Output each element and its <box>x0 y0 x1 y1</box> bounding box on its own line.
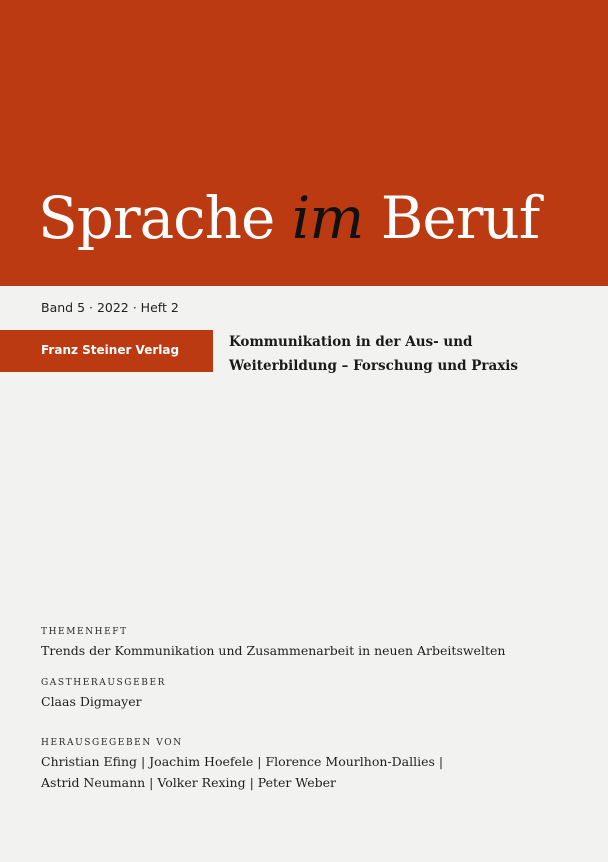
issue-title-line-1: Kommunikation in der Aus- und <box>229 334 473 350</box>
guest-editor-section <box>41 678 581 712</box>
journal-title-beruf: Beruf <box>363 184 540 252</box>
journal-title-sprache: Sprache <box>38 184 292 252</box>
editors-label: HERAUSGEGEBEN VON <box>41 738 183 748</box>
publisher-band <box>0 330 213 372</box>
editors-line-2: Astrid Neumann | Volker Rexing | Peter Weber <box>41 775 336 790</box>
editors-line-1: Christian Efing | Joachim Hoefele | Florence Mourlhon-Dallies | <box>41 754 444 769</box>
journal-title-im: im <box>291 184 364 252</box>
volume-issue-line: Band 5 · 2022 · Heft 2 <box>41 300 179 315</box>
header-band <box>0 0 608 286</box>
theme-section <box>41 627 581 661</box>
guest-editor-value: Claas Digmayer <box>41 694 142 709</box>
issue-title-line-2: Weiterbildung – Forschung und Praxis <box>229 358 518 374</box>
editors-list <box>41 751 581 793</box>
theme-label: THEMENHEFT <box>41 627 128 637</box>
theme-value: Trends der Kommunikation und Zusammenarbeit in neuen Arbeitswelten <box>41 643 506 658</box>
guest-editor-label: GASTHERAUSGEBER <box>41 678 167 688</box>
publisher-name: Franz Steiner Verlag <box>41 343 180 357</box>
issue-title <box>229 330 589 378</box>
journal-title <box>38 178 539 258</box>
editors-section <box>41 738 581 793</box>
